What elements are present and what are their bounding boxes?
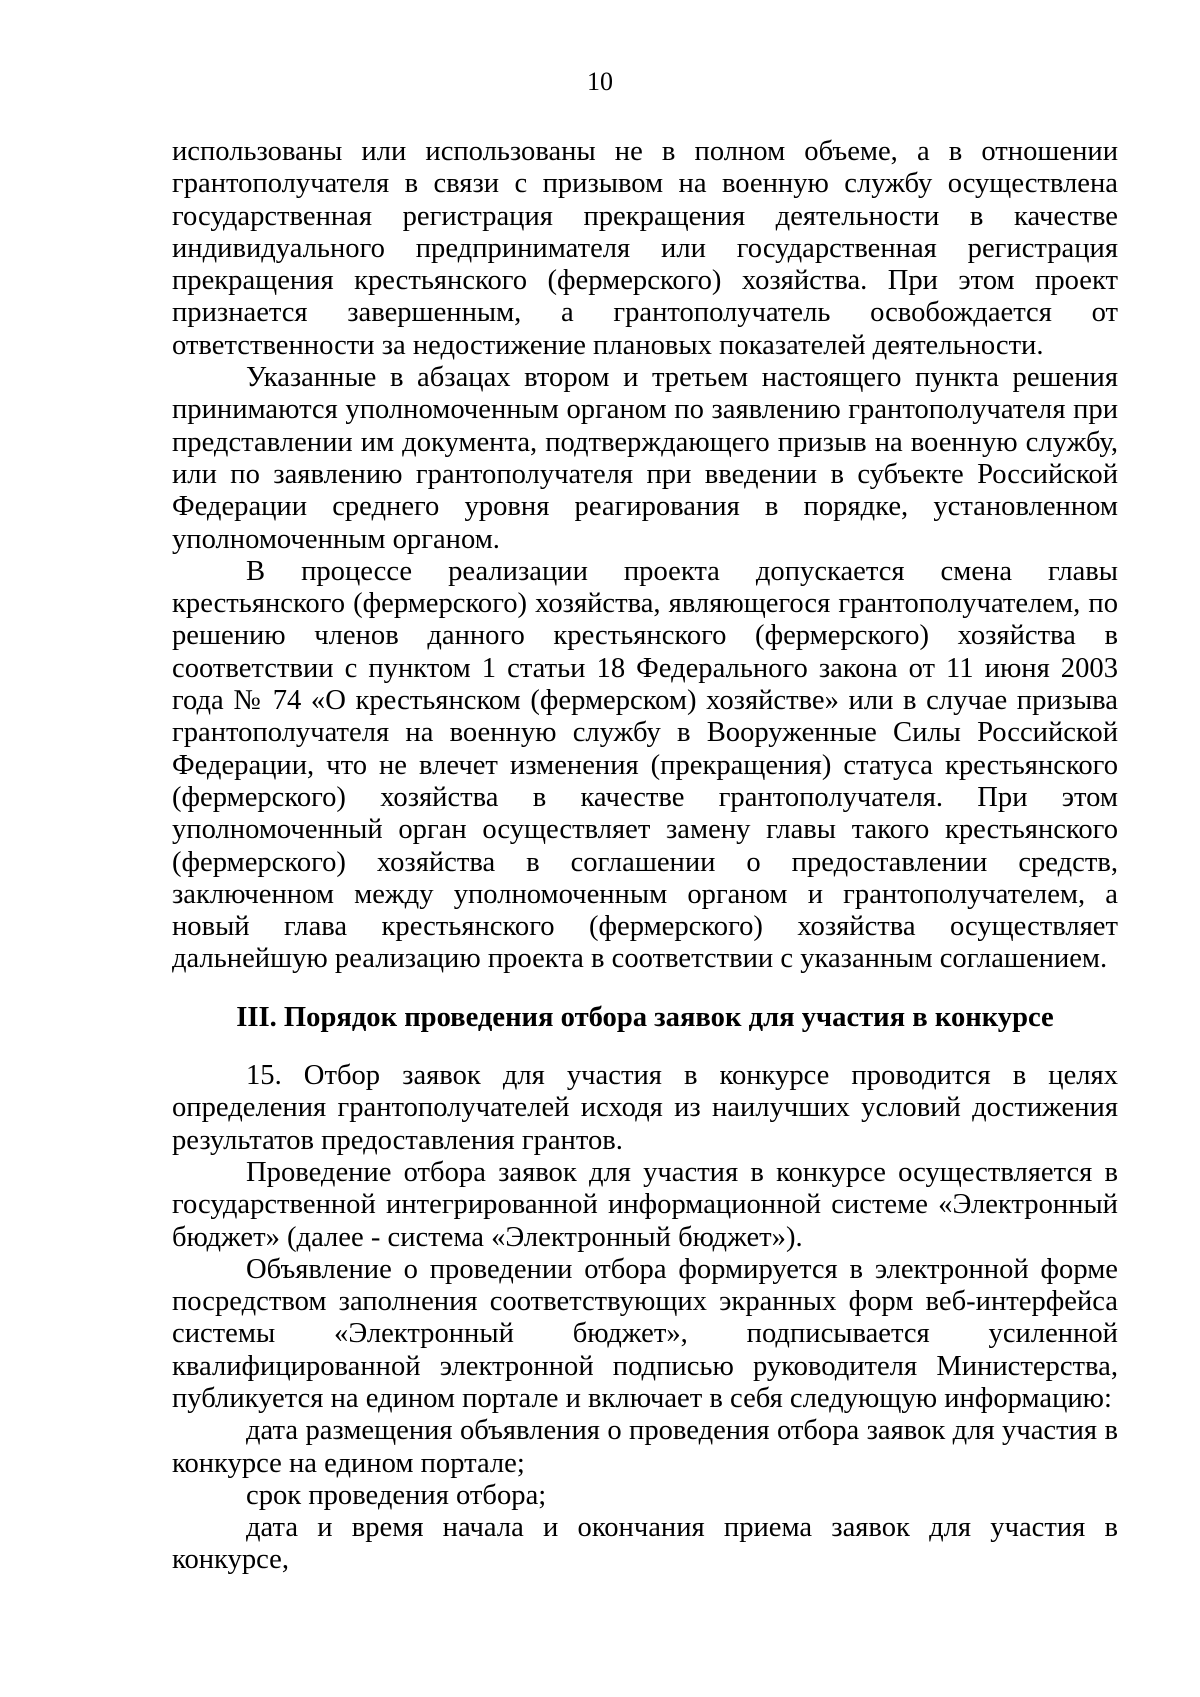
paragraph-1: использованы или использованы не в полном объеме, а в отношении грантополучателя в связи с призывом на военную службу осуществлена государственная регистрация прекращения деятельности в качестве индивидуального предпринимателя или государственная регистрация прекращения крестьянского (фермерского) хозяйства. При этом проект признается завершенным, а грантополучатель освобождается от ответственности за недостижение плановых показателей деятельности.: [172, 136, 1118, 361]
paragraph-6: Объявление о проведении отбора формируется в электронной форме посредством заполнения соответствующих экранных форм веб-интерфейса системы «Электронный бюджет», подписывается усиленной квалифицированной электронной подписью руководителя Министерства, публикуется на едином портале и включает в себя следующую информацию:: [172, 1253, 1118, 1414]
document-body: [172, 136, 1118, 1577]
section-heading: III. Порядок проведения отбора заявок для участия в конкурсе: [236, 1001, 1054, 1033]
paragraph-9: дата и время начала и окончания приема заявок для участия в конкурсе,: [172, 1512, 1118, 1576]
paragraph-4: 15. Отбор заявок для участия в конкурсе проводится в целях определения грантополучателей исходя из наилучших условий достижения результатов предоставления грантов.: [172, 1060, 1118, 1156]
paragraph-2: Указанные в абзацах втором и третьем настоящего пункта решения принимаются уполномоченным органом по заявлению грантополучателя при представлении им документа, подтверждающего призыв на военную службу, или по заявлению грантополучателя при введении в субъекте Российской Федерации среднего уровня реагирования в порядке, установленном уполномоченным органом.: [172, 362, 1118, 555]
paragraph-7: дата размещения объявления о проведения отбора заявок для участия в конкурсе на едином портале;: [172, 1415, 1118, 1479]
paragraph-5: Проведение отбора заявок для участия в конкурсе осуществляется в государственной интегрированной информационной системе «Электронный бюджет» (далее - система «Электронный бюджет»).: [172, 1156, 1118, 1253]
paragraph-8: срок проведения отбора;: [246, 1479, 547, 1511]
page-number: 10: [587, 67, 613, 96]
paragraph-3: В процессе реализации проекта допускается смена главы крестьянского (фермерского) хозяйства, являющегося грантополучателем, по решению членов данного крестьянского (фермерского) хозяйства в соответствии с пунктом 1 статьи 18 Федерального закона от 11 июня 2003 года № 74 «О крестьянском (фермерском) хозяйстве» или в случае призыва грантополучателя на военную службу в Вооруженные Силы Российской Федерации, что не влечет изменения (прекращения) статуса крестьянского (фермерского) хозяйства в качестве грантополучателя. При этом уполномоченный орган осуществляет замену главы такого крестьянского (фермерского) хозяйства в соглашении о предоставлении средств, заключенном между уполномоченным органом и грантополучателем, а новый глава крестьянского (фермерского) хозяйства осуществляет дальнейшую реализацию проекта в соответствии с указанным соглашением.: [172, 555, 1118, 975]
